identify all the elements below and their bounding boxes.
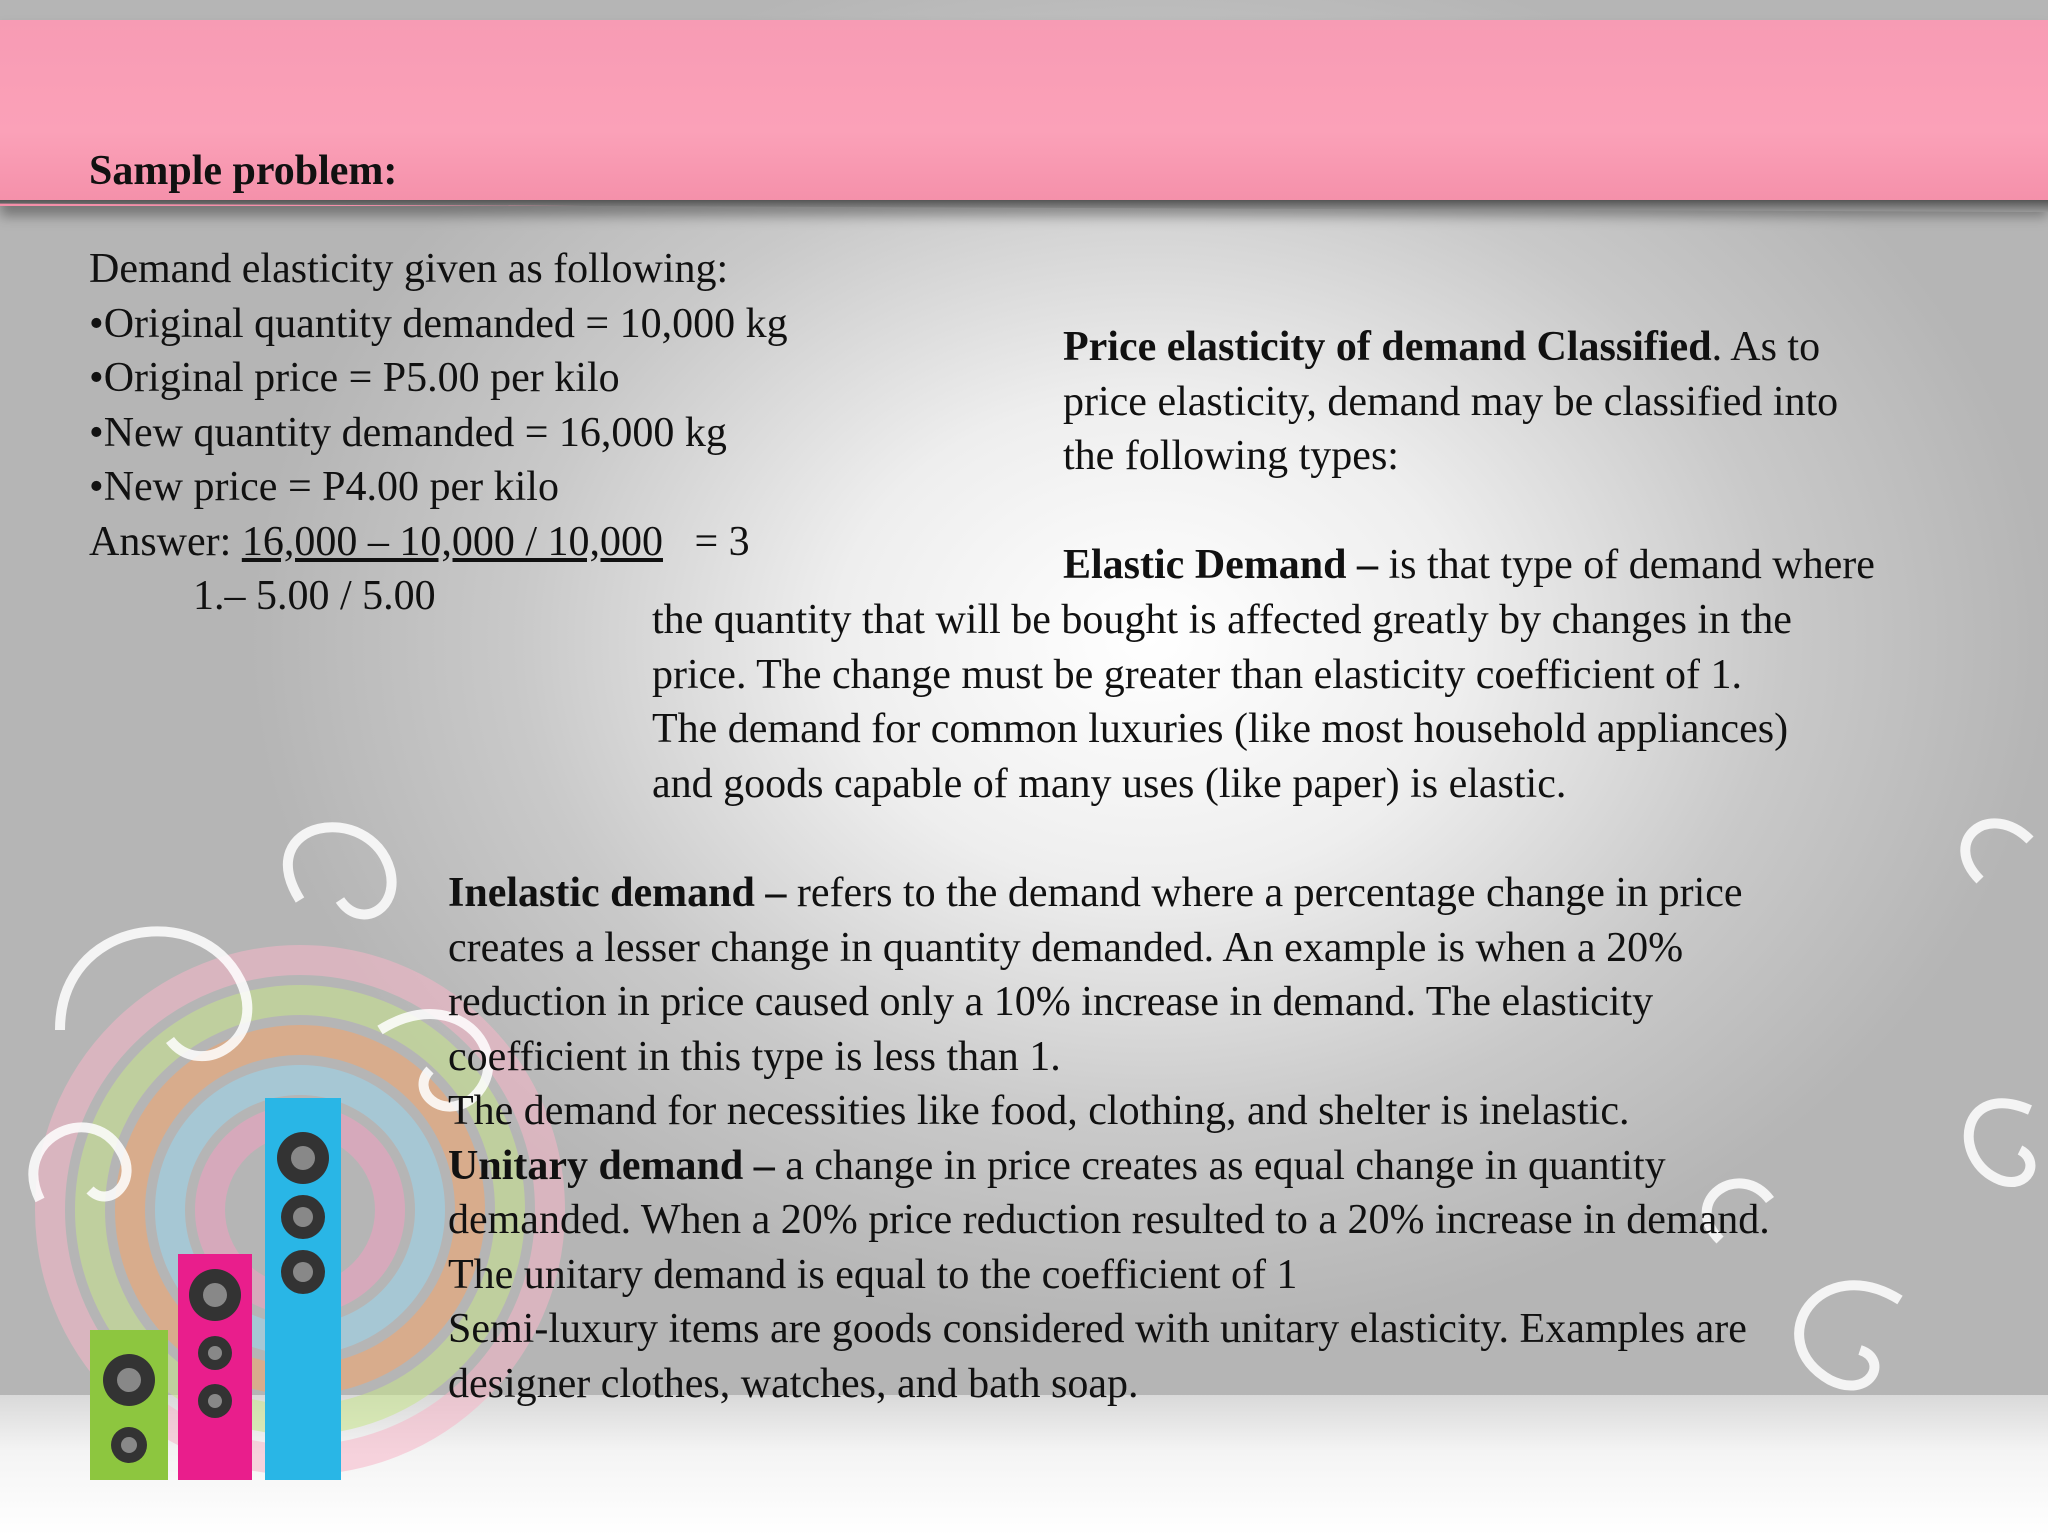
sample-item: •Original quantity demanded = 10,000 kg [89,300,788,347]
inelastic-line: creates a lesser change in quantity demanded. An example is when a 20% [448,924,1684,971]
unitary-line: Semi-luxury items are goods considered with unitary elasticity. Examples are [448,1306,1747,1352]
answer-denominator: 1.– 5.00 / 5.00 [193,573,436,619]
inelastic-unitary-block [448,866,1770,1411]
header-shadow-edge [0,200,2048,212]
classification-heading: Price elasticity of demand Classified [1063,324,1712,370]
inelastic-line: The demand for necessities like food, clothing, and shelter is inelastic. [448,1088,1630,1134]
elastic-demand-body [652,593,1792,811]
elastic-line: The demand for common luxuries (like most household appliances) [652,706,1789,752]
elastic-line: and goods capable of many uses (like paper) is elastic. [652,760,1567,807]
page-title: Sample problem: [89,148,398,194]
inelastic-first-line [448,866,1770,921]
sample-problem-block [89,242,788,624]
unitary-line: designer clothes, watches, and bath soap. [448,1360,1139,1407]
unitary-line: The unitary demand is equal to the coefficient of 1 [448,1251,1298,1298]
inelastic-term: Inelastic demand – [448,870,787,916]
answer-label: Answer: [89,518,242,565]
classification-line1-rest: . As to [1711,324,1821,370]
inelastic-line: reduction in price caused only a 10% increase in demand. The elasticity [448,979,1654,1025]
unitary-first-line [448,1139,1770,1194]
speaker-green [90,1330,168,1480]
unitary-line: demanded. When a 20% price reduction resulted to a 20% increase in demand. [448,1197,1770,1243]
unitary-first-rest: a change in price creates as equal change in quantity [774,1142,1666,1189]
sample-item: •New price = P4.00 per kilo [89,464,559,510]
unitary-term: Unitary demand – [448,1142,775,1189]
inelastic-first-rest: refers to the demand where a percentage change in price [786,870,1743,916]
elastic-first-rest: is that type of demand where [1378,542,1875,588]
elastic-term: Elastic Demand – [1063,542,1378,588]
speaker-blue [265,1098,341,1480]
classification-line [1063,320,1838,375]
classification-line2: price elasticity, demand may be classified into [1063,378,1839,425]
classification-line3: the following types: [1063,433,1399,479]
answer-formula: 16,000 – 10,000 / 10,000 [241,518,663,565]
sample-item: •Original price = P5.00 per kilo [89,355,620,401]
sample-item: •New quantity demanded = 16,000 kg [89,409,727,456]
elastic-line: the quantity that will be bought is affected greatly by changes in the [652,597,1792,643]
classification-intro [1063,320,1838,484]
speaker-pink [178,1254,252,1480]
elastic-line: price. The change must be greater than elasticity coefficient of 1. [652,651,1742,698]
elastic-demand-first-line [1063,538,1875,593]
answer-result: = 3 [662,518,750,565]
inelastic-line: coefficient in this type is less than 1. [448,1033,1061,1080]
answer-line [89,515,788,570]
sample-intro: Demand elasticity given as following: [89,246,729,292]
